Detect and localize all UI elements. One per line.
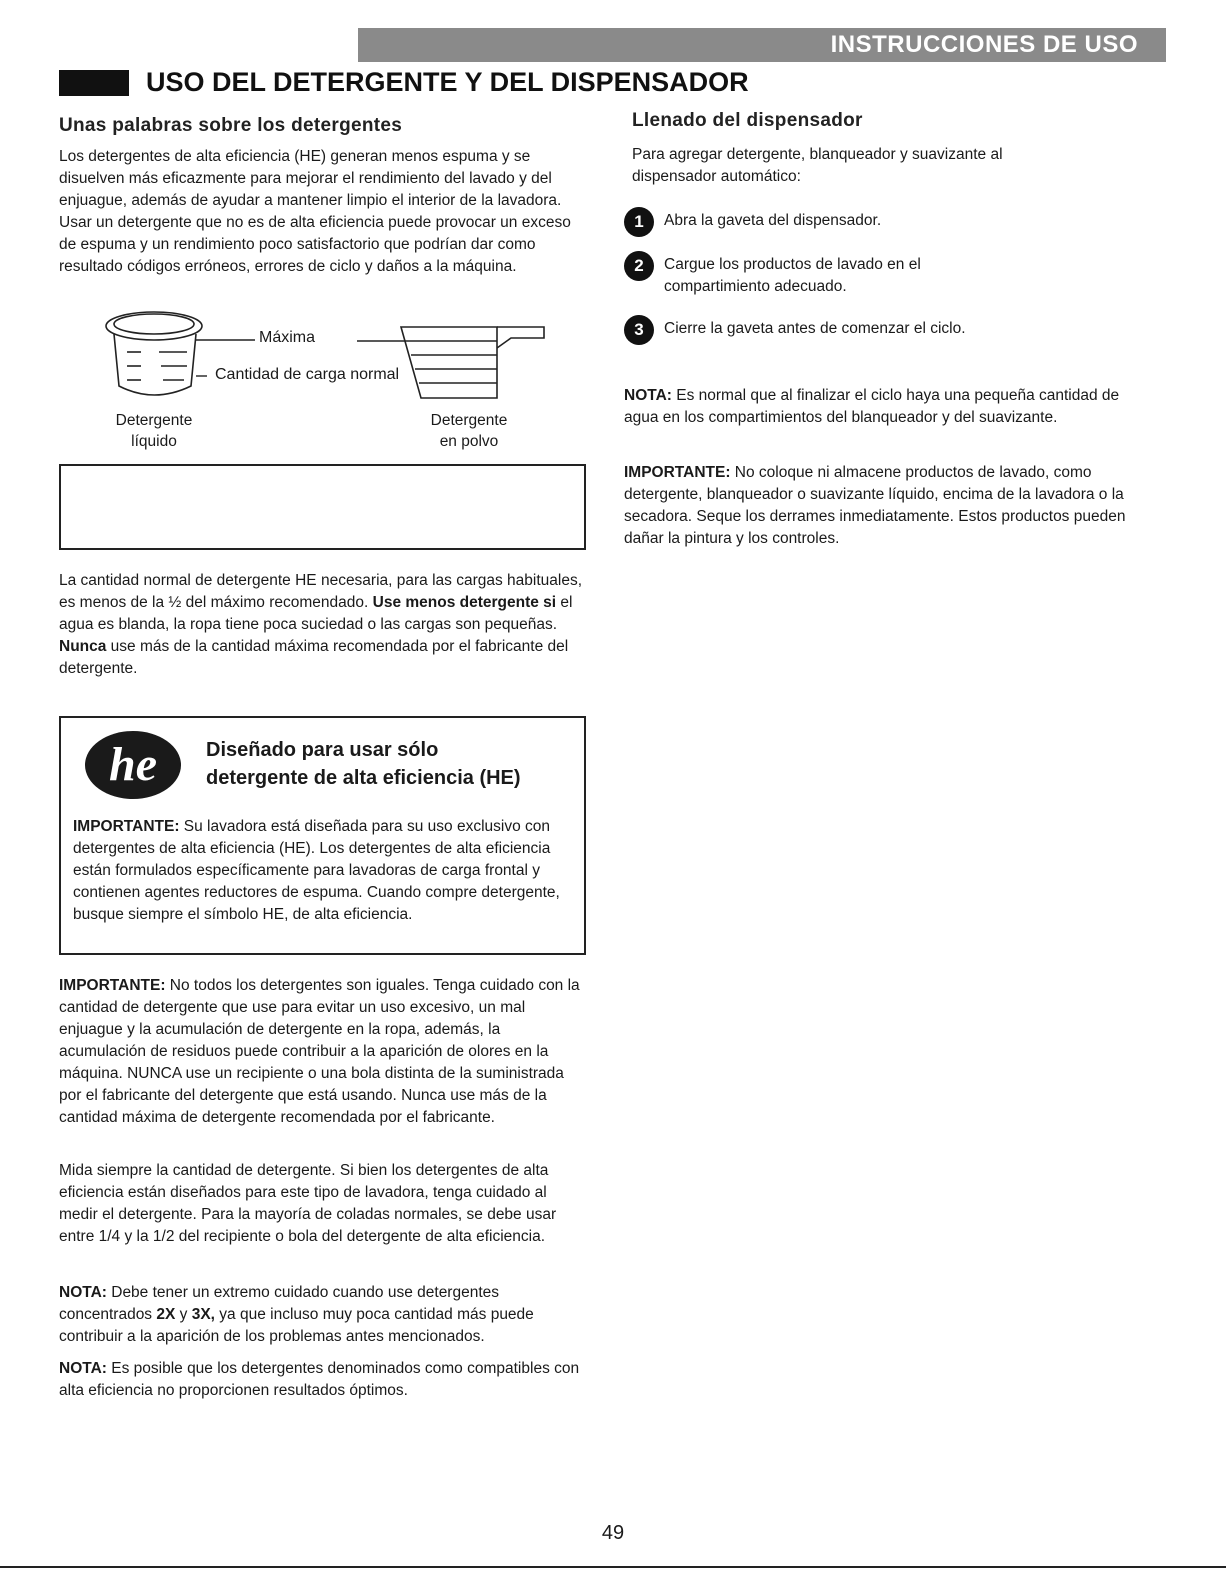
liquid-detergent-caption: Detergente líquido — [115, 412, 193, 450]
svg-text:he: he — [109, 738, 157, 791]
step-2 — [624, 254, 1004, 298]
he-box-title: Diseñado para usar sólo detergente de alta eficiencia (HE) — [206, 739, 521, 789]
heading-fill-dispenser: Llenado del dispensador — [632, 110, 863, 131]
step-text-1: Abra la gaveta del dispensador. — [664, 212, 882, 229]
note-concentrated: NOTA: Debe tener un extremo cuidado cuando use detergentes concentrados 2X y 3X, ya que incluso muy poca cantidad más puede contribuir a la aparición de los problemas antes mencionados. — [59, 1284, 534, 1345]
section-header-text: INSTRUCCIONES DE USO — [830, 31, 1138, 58]
he-logo-icon — [81, 728, 185, 802]
paragraph-fill-intro: Para agregar detergente, blanqueador y suavizante al dispensador automático: — [632, 146, 1003, 185]
step-1 — [624, 210, 1164, 237]
note-water-residue: NOTA: Es normal que al finalizar el ciclo haya una pequeña cantidad de agua en los compartimientos del blanqueador y del suavizante. — [624, 387, 1120, 426]
normal-level-label: Cantidad de carga normal — [215, 366, 400, 383]
bottom-rule — [0, 1566, 1226, 1568]
empty-notice-box — [59, 464, 586, 550]
title-marker-block — [59, 70, 129, 96]
paragraph-detergents: Los detergentes de alta eficiencia (HE) generan menos espuma y se disuelven más eficazmente para mejorar el rendimiento del lavado y del enjuague, además de ayudar a mantener limpio el interior de la lavadora. Usar un detergente que no es de alta eficiencia puede provocar un exceso de espuma y un rendimiento poco satisfactorio que podrían dar como resultado códigos erróneos, errores de ciclo y daños a la máquina. — [59, 148, 571, 275]
liquid-cup-icon — [106, 312, 202, 395]
max-level-label: Máxima — [259, 329, 316, 346]
he-detergent-box — [59, 716, 586, 955]
step-number-1: 1 — [624, 207, 654, 237]
step-number-3: 3 — [624, 315, 654, 345]
powder-detergent-caption: Detergente en polvo — [430, 412, 508, 450]
paragraph-normal-amount: La cantidad normal de detergente HE necesaria, para las cargas habituales, es menos de la ½ del máximo recomendado. Use menos detergente si el agua es blanda, la ropa tiene poca suciedad o las cargas son pequeñas. Nunca use más de la cantidad máxima recomendada por el fabricante del detergente. — [59, 572, 583, 677]
heading-detergents: Unas palabras sobre los detergentes — [59, 115, 403, 136]
step-text-3: Cierre la gaveta antes de comenzar el ciclo. — [664, 320, 966, 337]
page-title: USO DEL DETERGENTE Y DEL DISPENSADOR — [146, 67, 749, 97]
step-number-2: 2 — [624, 251, 654, 281]
step-text-2: Cargue los productos de lavado en el compartimiento adecuado. — [664, 256, 921, 295]
paragraph-important-detergents: IMPORTANTE: No todos los detergentes son iguales. Tenga cuidado con la cantidad de detergente que use para evitar un uso excesivo, un mal enjuague y la acumulación de detergente en la ropa, además, la acumulación de residuos puede contribuir a la aparición de olores en la máquina. NUNCA use un recipiente o una bola distinta de la suministrada por el fabricante del detergente que está usando. Nunca use más de la cantidad máxima de detergente recomendada por el fabricante. — [59, 977, 580, 1126]
page-number: 49 — [601, 1522, 625, 1544]
step-3 — [624, 318, 1164, 345]
detergent-levels-figure — [59, 300, 589, 460]
important-storage: IMPORTANTE: No coloque ni almacene productos de lavado, como detergente, blanqueador o suavizante líquido, encima de la lavadora o la secadora. Seque los derrames inmediatamente. Estos productos pueden dañar la pintura y los controles. — [624, 464, 1126, 547]
note-compatible: NOTA: Es posible que los detergentes denominados como compatibles con alta eficiencia no proporcionen resultados óptimos. — [59, 1360, 580, 1399]
paragraph-measure: Mida siempre la cantidad de detergente. Si bien los detergentes de alta eficiencia están diseñados para este tipo de lavadora, tenga cuidado al medir el detergente. Para la mayoría de coladas normales, se debe usar entre 1/4 y la 1/2 del recipiente o bola del detergente de alta eficiencia. — [59, 1162, 557, 1245]
section-header-bar — [358, 28, 1166, 62]
powder-scoop-icon — [401, 327, 544, 398]
he-box-important-text: IMPORTANTE: Su lavadora está diseñada para su uso exclusivo con detergentes de alta eficiencia (HE). Los detergentes de alta eficiencia están formulados específicamente para lavadoras de carga frontal y contienen agentes reductores de espuma. Cuando compre detergente, busque siempre el símbolo HE, de alta eficiencia. — [73, 818, 560, 923]
